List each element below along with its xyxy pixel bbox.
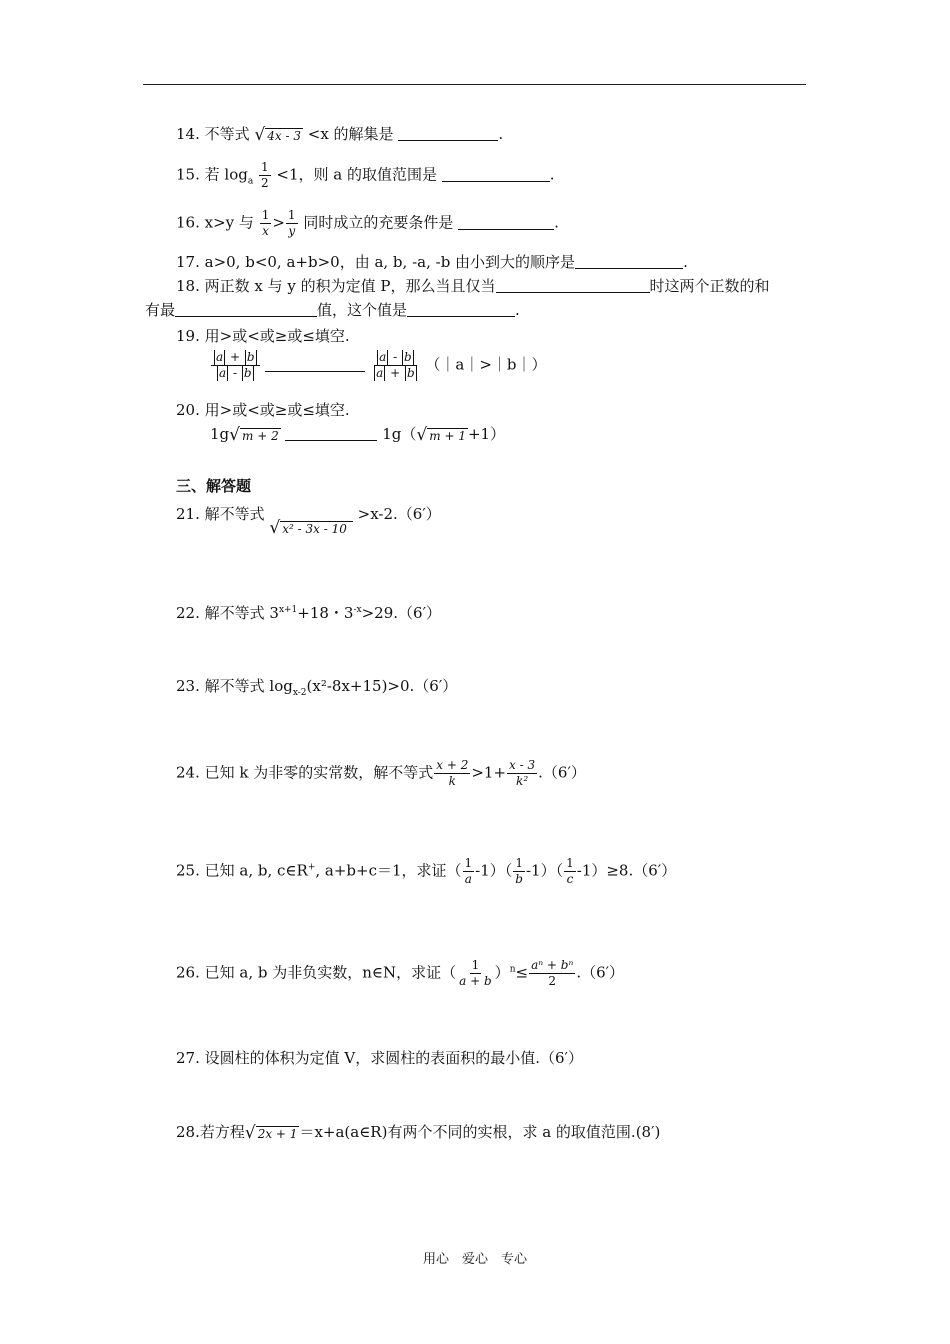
answer-blank — [398, 125, 498, 141]
question-18-line2 — [145, 300, 520, 320]
period: . — [498, 125, 504, 143]
answer-blank — [458, 214, 554, 230]
q25-text-3: -1）（ — [475, 861, 513, 880]
q15-text: 15. 若 log — [176, 165, 248, 184]
fraction: $\frac{\text{aⁿ + bⁿ}}{2}$ — [531, 958, 574, 988]
q18-text-4: 值，这个值是 — [317, 301, 408, 319]
q22-text-3: >29.（6′） — [361, 604, 441, 622]
fraction: $\frac{1}{x}$ — [261, 208, 270, 238]
q18-text: 18. 两正数 x 与 y 的积为定值 P，那么当且仅当 — [176, 277, 496, 295]
answer-blank — [575, 253, 683, 269]
question-15 — [176, 160, 555, 192]
question-28 — [176, 1122, 660, 1142]
question-18 — [176, 276, 770, 296]
q18-text-3: 有最 — [145, 301, 176, 319]
condition: （｜a｜>｜b｜） — [425, 355, 547, 374]
question-22 — [176, 600, 441, 623]
q24-text-3: .（6′） — [538, 763, 586, 782]
q23-text-2: (x²-8x+15)>0.（6′） — [306, 677, 458, 695]
log-base: x-2 — [292, 688, 307, 698]
question-26 — [176, 958, 624, 989]
question-23 — [176, 676, 457, 703]
fraction: $\frac{x + 2}{k}$ — [436, 758, 469, 788]
page-footer: 用心 爱心 专心 — [422, 1252, 527, 1267]
question-16 — [176, 208, 559, 239]
exponent: n — [509, 964, 516, 975]
superscript: + — [307, 862, 316, 873]
fraction: $\frac{a - b}{a + b}$ — [376, 350, 415, 380]
q26-text: 26. 已知 a, b 为非负实数，n∈N，求证（ — [176, 963, 457, 982]
period: . — [515, 301, 520, 319]
q16-text: 16. x>y 与 — [176, 213, 254, 232]
header-rule — [143, 84, 806, 85]
fraction: $\frac{1}{b}$ — [515, 856, 523, 886]
q21-text: 21. 解不等式 — [176, 505, 265, 523]
sqrt-expression: √ m + 2 — [229, 424, 279, 445]
period: . — [549, 165, 555, 184]
question-24 — [176, 758, 586, 789]
q22-text: 22. 解不等式 3 — [176, 604, 279, 622]
q25-text-5: -1）≥8.（6′） — [576, 861, 677, 880]
q28-text-2: ＝x+a(a∈R)有两个不同的实根，求 a 的取值范围.(8′) — [299, 1123, 661, 1141]
q14-text-2: <x 的解集是 — [307, 125, 394, 143]
q20-text: 20. 用>或<或≥或≤填空. — [176, 401, 350, 419]
q23-text: 23. 解不等式 log — [176, 677, 293, 695]
sqrt-expression: √ x² - 3x - 10 — [269, 520, 352, 537]
le-sign: ≤ — [515, 963, 529, 982]
fraction: $\frac{1}{c}$ — [566, 856, 574, 886]
q22-text-2: +18・3 — [297, 604, 354, 622]
sqrt-expression: √ m + 1 — [416, 424, 466, 445]
q14-text: 14. 不等式 — [176, 125, 250, 143]
question-17 — [176, 252, 688, 272]
answer-blank — [407, 301, 515, 317]
section-heading: 三、解答题 — [176, 477, 252, 495]
fraction: $\frac{x - 3}{\text{k²}}$ — [509, 758, 536, 788]
q24-text-2: >1+ — [471, 763, 507, 782]
question-25 — [176, 856, 676, 887]
answer-blank — [285, 425, 377, 441]
q21-text-2: >x-2.（6′） — [357, 505, 441, 523]
q17-text: 17. a>0, b<0, a+b>0，由 a, b, -a, -b 由小到大的顺序是 — [176, 253, 576, 271]
q20-end: +1） — [467, 425, 506, 443]
answer-blank — [265, 356, 365, 372]
question-20-expr — [210, 424, 505, 444]
question-27: 27. 设圆柱的体积为定值 V，求圆柱的表面积的最小值.（6′） — [176, 1049, 583, 1067]
q26-text-3: .（6′） — [576, 963, 625, 982]
fraction: $\frac{1}{2}$ — [260, 160, 269, 190]
fraction: $\frac{a + b}{a - b}$ — [211, 350, 260, 381]
question-19-expr — [210, 350, 547, 381]
answer-blank — [175, 301, 317, 317]
fraction: $\frac{1}{a}$ — [464, 856, 473, 886]
sqrt-expression: √ 4x - 3 — [254, 124, 301, 145]
question-14 — [176, 124, 503, 144]
question-20 — [176, 400, 350, 420]
q18-text-2: 时这两个正数的和 — [649, 277, 770, 295]
fraction: $\frac{1}{y}$ — [287, 208, 296, 238]
q25-text-4: -1）（ — [525, 861, 564, 880]
q15-text-2: <1，则 a 的取值范围是 — [276, 165, 437, 184]
q26-text-2: ） — [494, 963, 510, 982]
q16-text-2: 同时成立的充要条件是 — [303, 213, 454, 232]
question-21 — [176, 504, 441, 537]
question-19 — [176, 326, 350, 346]
answer-blank — [496, 277, 650, 293]
exponent: -x — [353, 605, 362, 615]
lg-text: 1g — [210, 425, 230, 443]
q24-text: 24. 已知 k 为非零的实常数，解不等式 — [176, 763, 434, 782]
fraction: $\frac{1}{a + b}$ — [459, 958, 492, 988]
lg-text: 1g（ — [382, 425, 417, 443]
exponent: x+1 — [278, 605, 298, 615]
answer-blank — [442, 166, 550, 182]
period: . — [683, 253, 688, 271]
q28-text: 28.若方程 — [176, 1123, 245, 1141]
gt-sign: > — [272, 213, 285, 232]
q25-text: 25. 已知 a, b, c∈R — [176, 861, 308, 880]
log-base: a — [247, 176, 254, 187]
q25-text-2: , a+b+c＝1，求证（ — [315, 861, 462, 880]
sqrt-expression: √ 2x + 1 — [244, 1122, 298, 1143]
q19-text: 19. 用>或<或≥或≤填空. — [176, 327, 350, 345]
period: . — [554, 213, 559, 232]
